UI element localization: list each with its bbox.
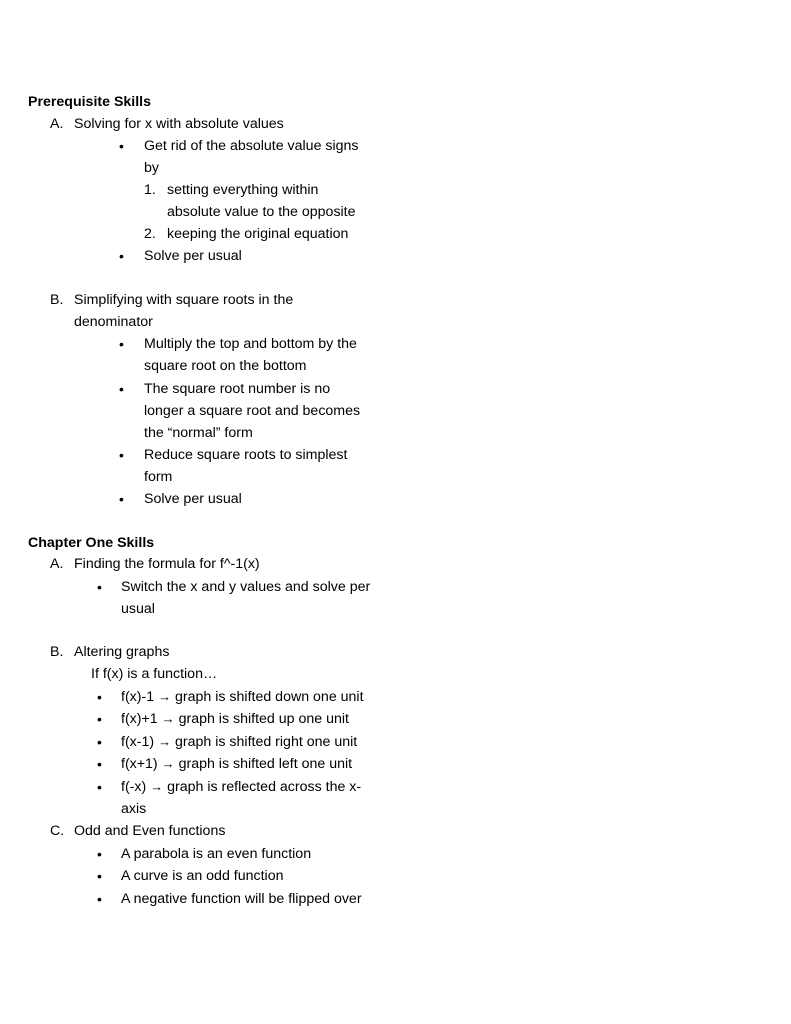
bullet-dot: • bbox=[119, 336, 124, 352]
transform-result: axis bbox=[121, 801, 147, 817]
bullet-text: by bbox=[144, 160, 159, 176]
numbered-text: keeping the original equation bbox=[167, 226, 349, 242]
section-heading-chapter-one: Chapter One Skills bbox=[28, 535, 155, 551]
right-arrow-icon: → bbox=[161, 756, 175, 771]
transform-row bbox=[121, 710, 349, 728]
transform-row bbox=[121, 688, 364, 706]
transform-result: graph is shifted up one unit bbox=[178, 711, 349, 727]
transform-result: graph is shifted right one unit bbox=[175, 734, 358, 750]
right-arrow-icon: → bbox=[161, 711, 175, 726]
bullet-text: usual bbox=[121, 601, 155, 617]
bullet-dot: • bbox=[97, 756, 102, 772]
bullet-dot: • bbox=[97, 579, 102, 595]
bullet-text: form bbox=[144, 469, 173, 485]
bullet-dot: • bbox=[119, 248, 124, 264]
transform-row bbox=[121, 755, 352, 773]
transform-row bbox=[121, 733, 357, 751]
transform-row bbox=[121, 778, 361, 796]
bullet-dot: • bbox=[97, 779, 102, 795]
numbered-marker: 2. bbox=[144, 226, 156, 242]
bullet-text: Reduce square roots to simplest bbox=[144, 447, 348, 463]
transform-result: graph is shifted left one unit bbox=[178, 756, 353, 772]
item-marker: B. bbox=[50, 292, 64, 308]
bullet-dot: • bbox=[97, 868, 102, 884]
bullet-dot: • bbox=[119, 381, 124, 397]
transform-expr: f(x)+1 bbox=[121, 711, 158, 727]
transform-expr: f(-x) bbox=[121, 779, 147, 795]
bullet-dot: • bbox=[97, 846, 102, 862]
bullet-dot: • bbox=[97, 891, 102, 907]
transform-expr: f(x)-1 bbox=[121, 689, 155, 705]
bullet-dot: • bbox=[97, 711, 102, 727]
transform-expr: f(x+1) bbox=[121, 756, 158, 772]
item-title: Altering graphs bbox=[74, 644, 170, 660]
bullet-text: square root on the bottom bbox=[144, 358, 307, 374]
bullet-text: Solve per usual bbox=[144, 491, 242, 507]
bullet-dot: • bbox=[97, 689, 102, 705]
right-arrow-icon: → bbox=[158, 734, 172, 749]
bullet-text: longer a square root and becomes bbox=[144, 403, 361, 419]
numbered-marker: 1. bbox=[144, 182, 156, 198]
bullet-text: Get rid of the absolute value signs bbox=[144, 138, 359, 154]
section-heading-prerequisite: Prerequisite Skills bbox=[28, 94, 152, 110]
bullet-text: Multiply the top and bottom by the bbox=[144, 336, 357, 352]
item-marker: A. bbox=[50, 556, 64, 572]
item-marker: C. bbox=[50, 823, 65, 839]
item-title: Solving for x with absolute values bbox=[74, 116, 284, 132]
bullet-text: A parabola is an even function bbox=[121, 846, 312, 862]
bullet-text: A negative function will be flipped over bbox=[121, 891, 362, 907]
item-marker: A. bbox=[50, 116, 64, 132]
transform-result: graph is reflected across the x- bbox=[167, 779, 362, 795]
right-arrow-icon: → bbox=[158, 689, 172, 704]
numbered-text: absolute value to the opposite bbox=[167, 204, 356, 220]
bullet-text: Switch the x and y values and solve per bbox=[121, 579, 371, 595]
transform-expr: f(x-1) bbox=[121, 734, 155, 750]
item-title: Simplifying with square roots in the bbox=[74, 292, 294, 308]
bullet-text: A curve is an odd function bbox=[121, 868, 284, 884]
bullet-dot: • bbox=[97, 734, 102, 750]
bullet-dot: • bbox=[119, 138, 124, 154]
bullet-dot: • bbox=[119, 491, 124, 507]
bullet-text: Solve per usual bbox=[144, 248, 242, 264]
bullet-text: The square root number is no bbox=[144, 381, 331, 397]
item-marker: B. bbox=[50, 644, 64, 660]
transform-result: graph is shifted down one unit bbox=[175, 689, 364, 705]
item-title: denominator bbox=[74, 314, 153, 330]
bullet-text: the “normal” form bbox=[144, 425, 253, 441]
numbered-text: setting everything within bbox=[167, 182, 319, 198]
right-arrow-icon: → bbox=[150, 779, 164, 794]
item-title: Odd and Even functions bbox=[74, 823, 226, 839]
item-intro: If f(x) is a function… bbox=[91, 666, 218, 682]
item-title: Finding the formula for f^-1(x) bbox=[74, 556, 260, 572]
bullet-dot: • bbox=[119, 447, 124, 463]
